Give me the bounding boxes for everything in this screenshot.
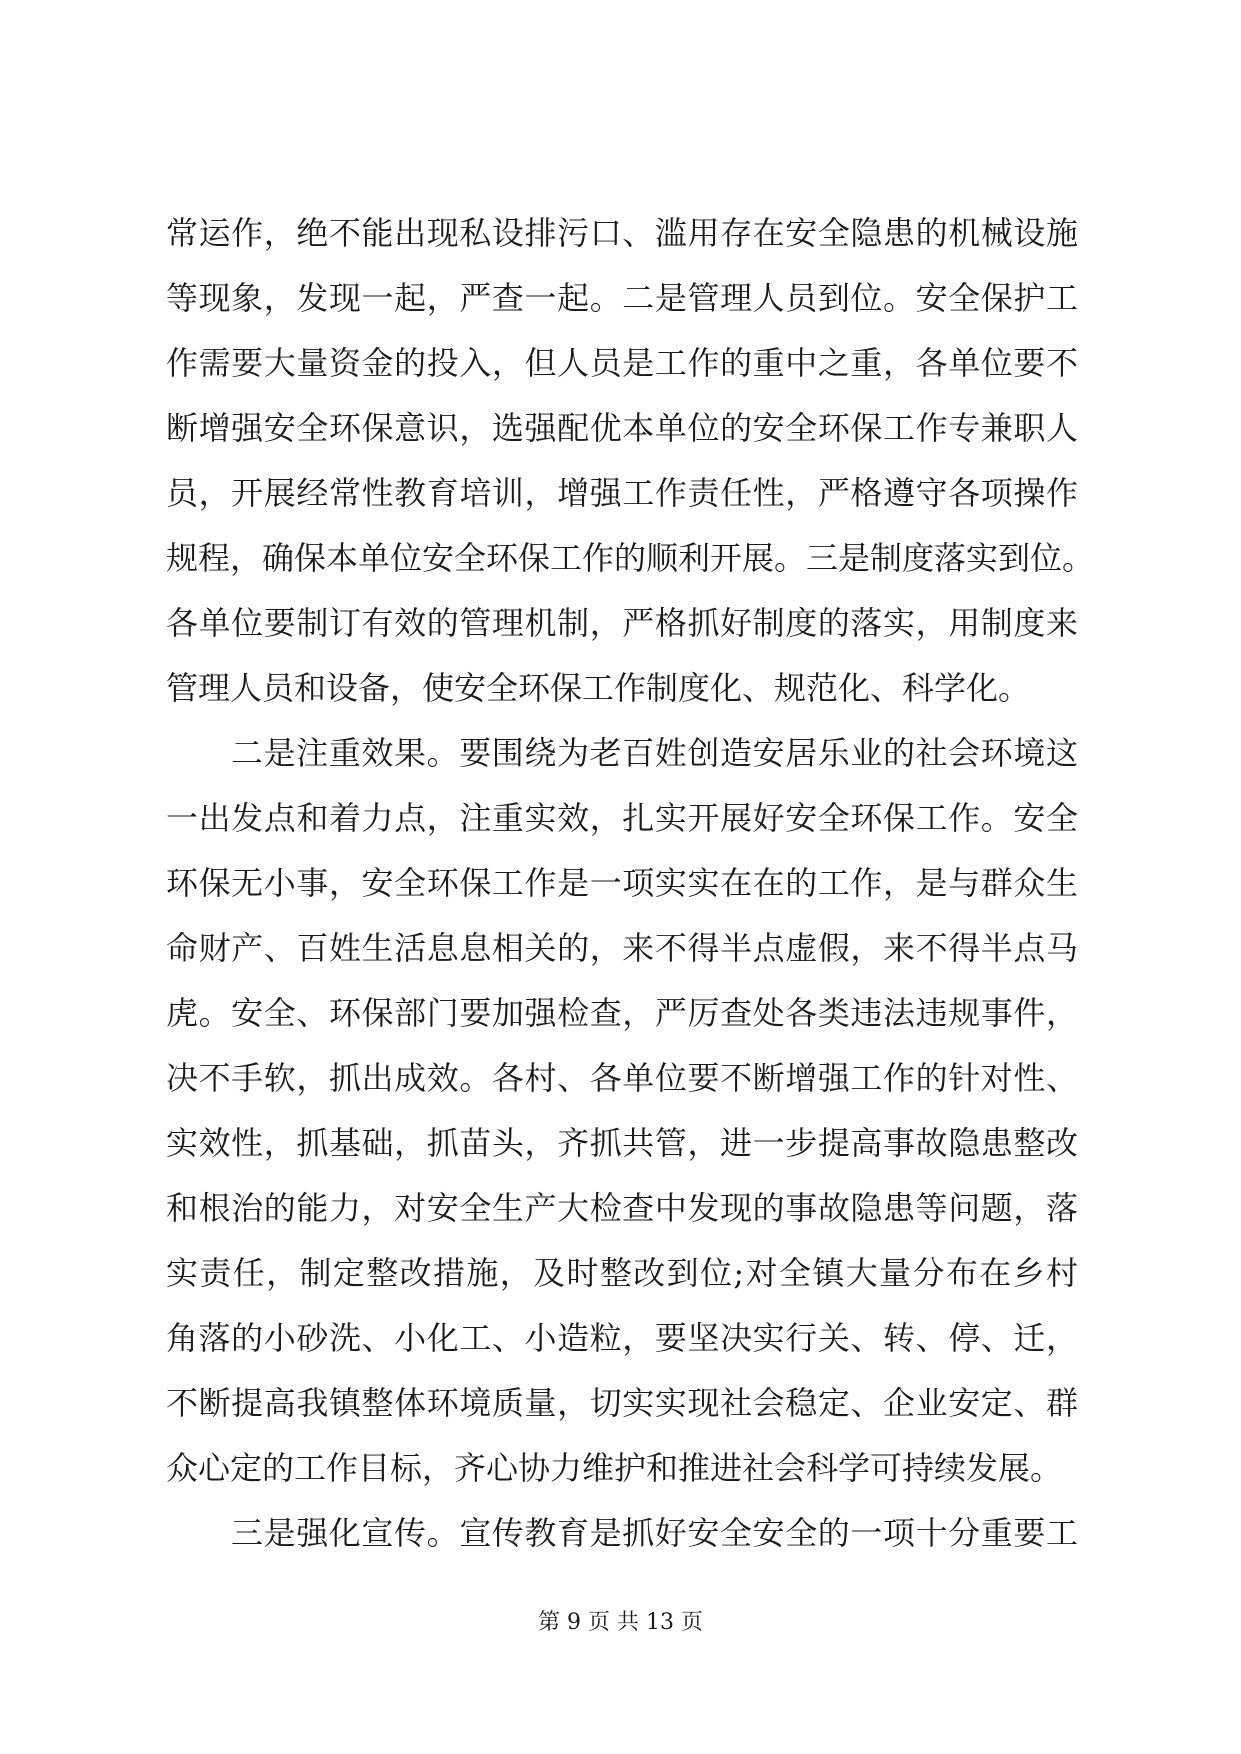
body-line: 环保无小事，安全环保工作是一项实实在在的工作，是与群众生 [166,864,1078,902]
body-line: 各单位要制订有效的管理机制，严格抓好制度的落实，用制度来 [166,604,1078,642]
body-line: 员，开展经常性教育培训，增强工作责任性，严格遵守各项操作 [166,474,1078,512]
body-line: 实效性，抓基础，抓苗头，齐抓共管，进一步提高事故隐患整改 [166,1124,1078,1162]
body-line: 三是强化宣传。宣传教育是抓好安全安全的一项十分重要工 [231,1514,1078,1552]
page-number-footer: 第 9 页 共 13 页 [538,1610,703,1635]
body-line: 常运作，绝不能出现私设排污口、滥用存在安全隐患的机械设施 [166,214,1078,252]
body-line: 二是注重效果。要围绕为老百姓创造安居乐业的社会环境这 [231,734,1078,772]
body-line: 众心定的工作目标，齐心协力维护和推进社会科学可持续发展。 [166,1449,1063,1487]
body-line: 规程，确保本单位安全环保工作的顺利开展。三是制度落实到位。 [166,539,1095,577]
body-line: 决不手软，抓出成效。各村、各单位要不断增强工作的针对性、 [166,1059,1078,1097]
body-line: 实责任，制定整改措施，及时整改到位;对全镇大量分布在乡村 [166,1254,1078,1292]
body-line: 虎。安全、环保部门要加强检查，严厉查处各类违法违规事件， [166,994,1078,1032]
body-line: 作需要大量资金的投入，但人员是工作的重中之重，各单位要不 [166,344,1078,382]
body-line: 和根治的能力，对安全生产大检查中发现的事故隐患等问题，落 [166,1189,1078,1227]
body-line: 角落的小砂洗、小化工、小造粒，要坚决实行关、转、停、迁， [166,1319,1078,1357]
body-line: 一出发点和着力点，注重实效，扎实开展好安全环保工作。安全 [166,799,1078,837]
body-line: 命财产、百姓生活息息相关的，来不得半点虚假，来不得半点马 [166,929,1078,967]
body-line: 管理人员和设备，使安全环保工作制度化、规范化、科学化。 [166,669,1031,707]
body-line: 等现象，发现一起，严查一起。二是管理人员到位。安全保护工 [166,279,1078,317]
body-line: 断增强安全环保意识，选强配优本单位的安全环保工作专兼职人 [166,409,1078,447]
body-line: 不断提高我镇整体环境质量，切实实现社会稳定、企业安定、群 [166,1384,1078,1422]
